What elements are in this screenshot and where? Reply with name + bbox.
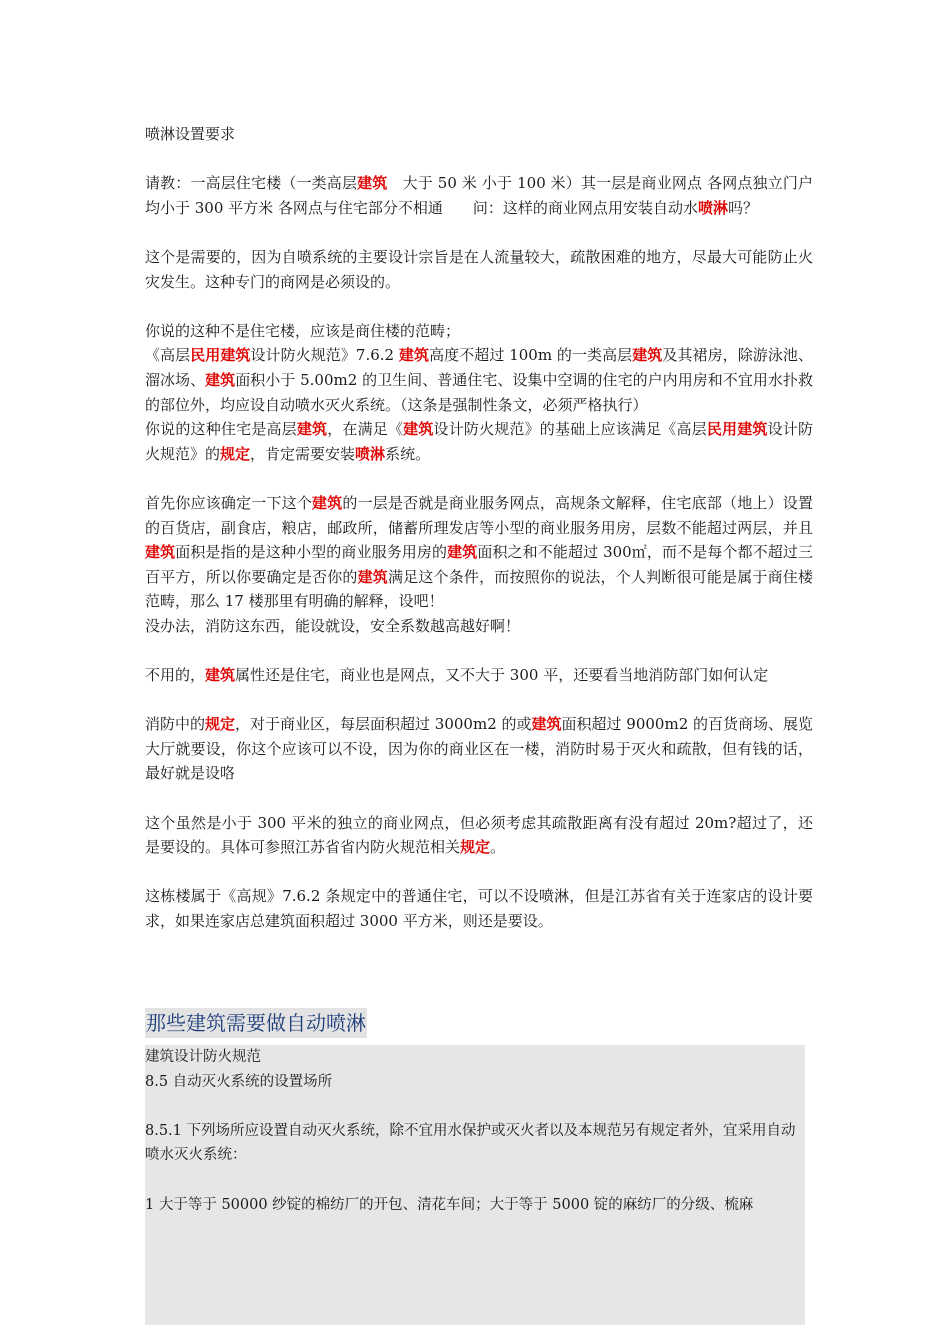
text-run: 《高层 <box>145 346 191 365</box>
text-run: 面积小于 5.00m2 的卫生间、普通住宅、设集中空调的住宅的户内用房和不宜用水扑救的部位外，均应设自动喷水灭火系统。（这条是强制性条文，必须严格执行） <box>145 370 813 414</box>
paragraph-answer-2-cont <box>145 343 813 417</box>
text-run: 设计防火规范》的 <box>145 420 813 463</box>
quote-line: 建筑设计防火规范 <box>145 1049 261 1065</box>
keyword-highlight: 建筑 <box>403 420 434 439</box>
keyword-highlight: 建筑 <box>398 346 430 365</box>
keyword-highlight: 建筑 <box>447 543 478 562</box>
text-run: ，肯定需要安装 <box>250 444 356 463</box>
text-run: ，对于商业区，每层面积超过 3000m2 的或 <box>235 715 532 734</box>
quote-line: 8.5.1 下列场所应设置自动灭火系统，除不宜用水保护或灭火者以及本规范另有规定者外，宜采用自动喷水灭火系统： <box>145 1122 796 1164</box>
paragraph-answer-3-end <box>145 614 813 639</box>
section-heading: 那些建筑需要做自动喷淋 <box>145 1008 367 1038</box>
keyword-highlight: 规定 <box>220 444 251 463</box>
keyword-highlight: 规定 <box>460 838 491 857</box>
keyword-highlight: 喷淋 <box>697 198 728 217</box>
keyword-highlight: 建筑 <box>632 346 663 365</box>
keyword-highlight: 建筑 <box>531 715 562 734</box>
paragraph-answer-6 <box>145 811 813 860</box>
text-run: 设计防火规范》的基础上应该满足《高层 <box>433 420 707 439</box>
text-run: 系统。 <box>385 444 431 463</box>
text-run: 。 <box>490 838 506 857</box>
text-run: 这个是需要的，因为自喷系统的主要设计宗旨是在人流量较大，疏散困难的地方，尽最大可能防止火灾发生。这种专门的商网是必须设的。 <box>145 247 813 291</box>
keyword-highlight: 民用建筑 <box>190 346 251 365</box>
text-run: 及其裙房，除游泳池、溜冰场、 <box>145 346 813 389</box>
paragraph-question <box>145 171 813 220</box>
text-run: 设计防火规范》7.6.2 <box>250 346 399 365</box>
text-run: 吗？ <box>727 198 758 217</box>
keyword-highlight: 建筑 <box>205 666 236 685</box>
quote-line: 8.5 自动灭火系统的设置场所 <box>145 1073 333 1090</box>
paragraph-answer-3 <box>145 491 813 614</box>
keyword-highlight: 建筑 <box>357 174 388 193</box>
text-run: 面积超过 9000m2 的百货商场、展览大厅就要设，你这个应该可以不设，因为你的商业区在一楼，消防时易于灭火和疏散，但有钱的话，最好就是设咯 <box>145 715 814 783</box>
keyword-highlight: 建筑 <box>357 567 388 586</box>
text-run: 首先你应该确定一下这个 <box>145 493 313 512</box>
text-run: 你说的这种住宅是高层 <box>145 420 297 439</box>
quoted-regulation <box>145 1045 805 1325</box>
text-run: 面积之和不能超过 300㎡，而不是每个都不超过三百平方，所以你要确定是否你的 <box>145 543 813 586</box>
text-run: 的一层是否就是商业服务网点，高规条文解释，住宅底部（地上）设置的百货店，副食店，粮店，邮政所，储蓄所理发店等小型的商业服务用房，层数不能超过两层，并且 <box>145 493 813 537</box>
text-run: 大于 50 米 小于 100 米）其一层是商业网点 各网点独立门户 均小于 300 平方米 各网点与住宅部分不相通 问：这样的商业网点用安装自动水 <box>145 174 813 217</box>
quote-line: 1 大于等于 50000 纱锭的棉纺厂的开包、清花车间；大于等于 5000 锭的麻纺厂的分级、梳麻 <box>145 1196 754 1213</box>
text-run: 不用的， <box>145 666 206 685</box>
article-body <box>145 122 813 958</box>
paragraph-answer-7 <box>145 884 813 933</box>
text-run: 没办法，消防这东西，能设就设，安全系数越高越好啊！ <box>145 616 521 635</box>
text-run: 面积是指的是这种小型的商业服务用房的 <box>175 543 448 562</box>
text-run: 请教：一高层住宅楼（一类高层 <box>145 174 358 193</box>
paragraph-answer-1 <box>145 245 813 294</box>
paragraph-answer-2-end <box>145 417 813 466</box>
keyword-highlight: 建筑 <box>296 420 328 439</box>
paragraph-answer-5 <box>145 712 813 786</box>
text-run: ，在满足《 <box>327 420 404 439</box>
text-run: 消防中的 <box>145 715 206 734</box>
text-run: 属性还是住宅，商业也是网点，又不大于 300 平，还要看当地消防部门如何认定 <box>235 666 769 685</box>
keyword-highlight: 建筑 <box>205 370 236 389</box>
text-run: 满足这个条件，而按照你的说法，个人判断很可能是属于商住楼范畴，那么 17 楼那里有明确的解释，设吧！ <box>145 567 813 611</box>
article-title: 喷淋设置要求 <box>145 125 236 143</box>
paragraph-answer-4 <box>145 663 813 688</box>
keyword-highlight: 建筑 <box>312 493 343 512</box>
paragraph-answer-2 <box>145 319 813 344</box>
text-run: 你说的这种不是住宅楼，应该是商住楼的范畴； <box>145 321 461 340</box>
keyword-highlight: 民用建筑 <box>706 420 768 439</box>
keyword-highlight: 建筑 <box>145 543 176 562</box>
text-run: 这栋楼属于《高规》7.6.2 条规定中的普通住宅，可以不设喷淋，但是江苏省有关于连家店的设计要求，如果连家店总建筑面积超过 3000 平方米，则还是要设。 <box>145 887 813 930</box>
keyword-highlight: 规定 <box>205 715 236 734</box>
text-run: 这个虽然是小于 300 平米的独立的商业网点，但必须考虑其疏散距离有没有超过 20m?超过了，还是要设的。具体可参照江苏省省内防火规范相关 <box>145 813 813 857</box>
text-run: 高度不超过 100m 的一类高层 <box>429 346 633 365</box>
keyword-highlight: 喷淋 <box>355 444 386 463</box>
